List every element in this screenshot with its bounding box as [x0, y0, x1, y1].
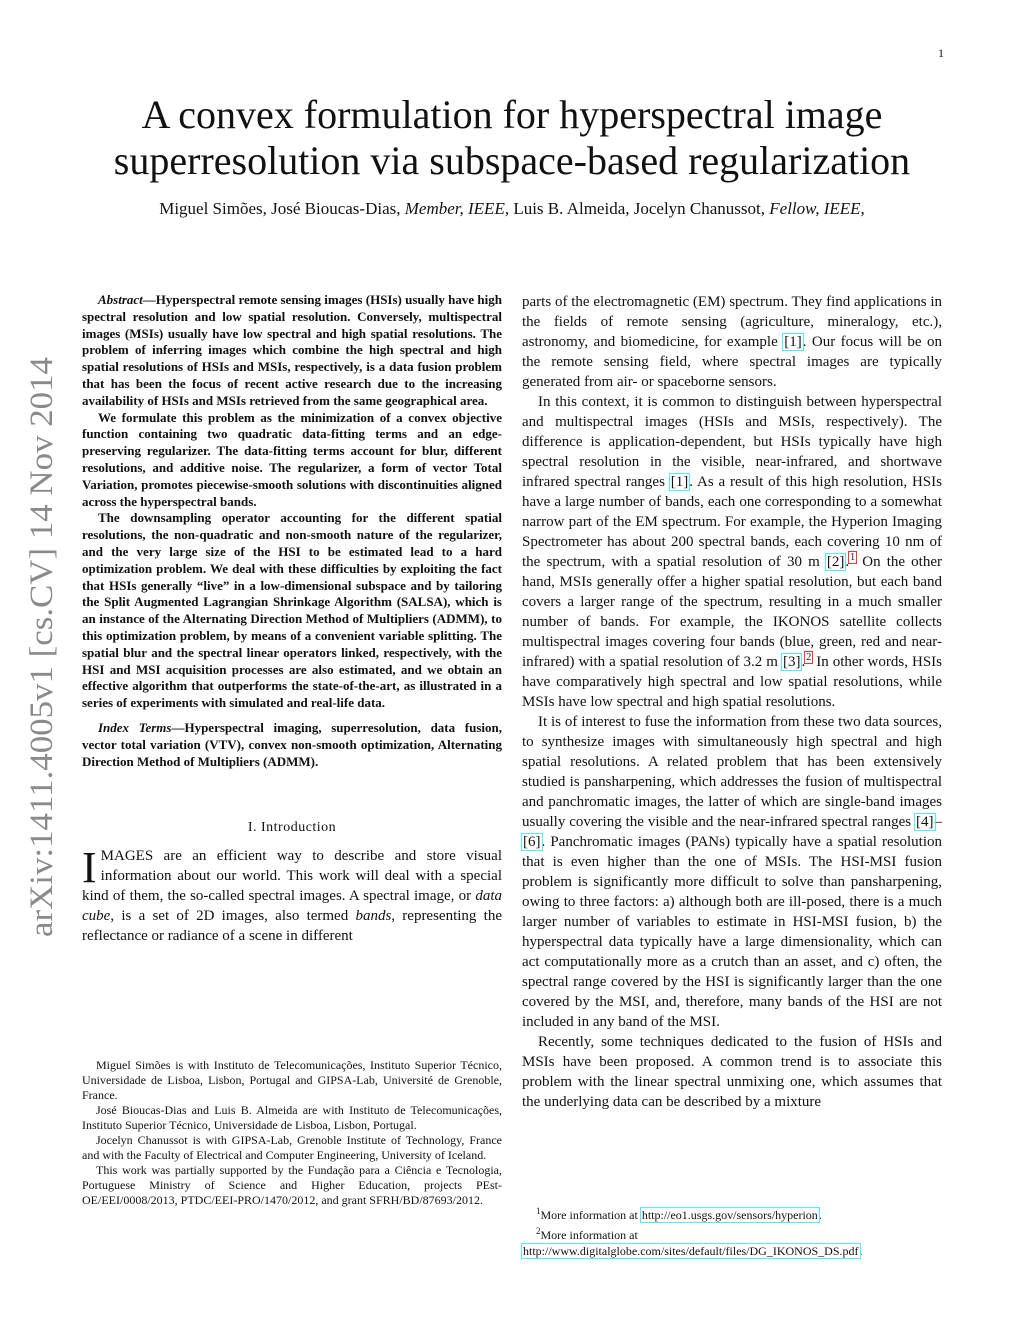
arxiv-stamp-text: arXiv:1411.4005v1 [cs.CV] 14 Nov 2014	[24, 388, 60, 937]
right-p3-b: . Panchromatic images (PANs) typically have a spatial resolution that is even higher than the one of MSIs. The HSI-MSI fusion problem is significantly more difficult to solve than pansharpening, owing to three factors: a) although both are ill-posed, there is a much larger number of variables to estimate in HSI-MSI fusion, b) the hyperspectral data typically have a large dimensionality, which can act computationally more as a crutch than an asset, and c) often, the spectral range covered by the HSI is significantly larger than the one covered by the MSI, and, therefore, many bands of the HSI are not included in any band of the MSI.	[522, 834, 942, 1030]
footnote-2-end: .	[859, 1244, 863, 1258]
footnote-simoes: Miguel Simões is with Instituto de Telecomunicações, Instituto Superior Técnico, Universidade de Lisboa, Lisbon, Portugal and GIPSA-Lab, Université de Grenoble, France.	[82, 1058, 502, 1102]
footnote-2-mark: 2	[536, 1226, 541, 1236]
right-column	[522, 292, 942, 1112]
intro-p1-b: , is a set of 2D images, also termed	[110, 908, 356, 925]
footnote-bioucas-almeida: José Bioucas-Dias and Luis B. Almeida are with Instituto de Telecomunicações, Instituto Superior Técnico, Universidade de Lisboa, Lisbon, Portugal.	[82, 1103, 502, 1132]
right-paragraph-4: Recently, some techniques dedicated to the fusion of HSIs and MSIs have been proposed. A common trend is to associate this problem with the linear spectral unmixing one, which assumes that the underlying data can be described by a mixture	[522, 1034, 942, 1110]
footnote-link[interactable]: 1	[850, 552, 856, 563]
section-heading-introduction: I. Introduction	[247, 820, 337, 836]
affiliation-footnotes	[82, 1058, 502, 1208]
right-p2-d: In other words, HSIs have comparatively high spectral and low spatial resolutions, while MSIs have low spectral and high spatial resolutions.	[522, 654, 942, 710]
paper-title	[60, 92, 964, 184]
abstract-p1-text: —Hyperspectral remote sensing images (HSIs) usually have high spectral resolution and low spatial resolution. Conversely, multispectral images (MSIs) usually have low spectral and high spatial resolutions. The problem of inferring images which combine the high spectral and high spatial resolutions of HSIs and MSIs, respectively, is a data fusion problem that has been the focus of recent active research due to the increasing availability of HSIs and MSIs retrieved from the same geographical area.	[82, 292, 502, 408]
right-p2-c: On the other hand, MSIs generally offer a higher spatial resolution, but each band covers a larger range of the spectrum, resulting in a much smaller number of bands. For example, the IKONOS satellite collects multispectral images covering four bands (blue, green, red and near-infrared) with a spatial resolution of 3.2 m	[522, 554, 942, 670]
footnote-2	[522, 1223, 942, 1259]
index-terms-label: Index Terms	[98, 719, 172, 735]
right-paragraph-2: In this context, it is common to distinguish between hyperspectral and multispectral images (HSIs and MSIs, respectively). The difference is application-dependent, but HSIs typically have high spectral resolution in the visible, near-infrared, and shortwave infrared spectral ranges [1]. As a result of this high resolution, HSIs have a large number of bands, each one corresponding to a somewhat narrow part of the EM spectrum. For example, the Hyperion Imaging Spectrometer has about 200 spectral bands, each covering 10 nm of the spectrum, with a spatial resolution of 30 m [2].$^1$ On the other hand, MSIs generally offer a higher spatial resolution, but each band covers a larger range of the spectrum, resulting in a much smaller number of bands. For example, the IKONOS satellite collects multispectral images covering four bands (blue, green, red and near-infrared) with a spatial resolution of 3.2 m [3].$^2$ In other words, HSIs have comparatively high spectral and low spatial resolutions, while MSIs have low spectral and high spatial resolutions.	[522, 394, 942, 710]
index-terms-text: —Hyperspectral imaging, superresolution, data fusion, vector total variation (VTV), convex non-smooth optimization, Alternating Direction Method of Multipliers (ADMM).	[82, 719, 502, 769]
right-p3-a: It is of interest to fuse the information from these two data sources, to synthesize images with simultaneously high spectral and high spatial resolutions. A related problem that has been extensively studied is pansharpening, which addresses the fusion of multispectral and panchromatic images, the latter of which are single-band images usually covering the visible and the near-infrared spectral ranges	[522, 714, 942, 830]
footnote-funding: This work was partially supported by the Fundação para a Ciência e Tecnologia, Portuguese Ministry of Science and Higher Education, projects PEst-OE/EEI/0008/2013, PTDC/EEI-PRO/1470/2012, and grant SFRH/BD/87693/2012.	[82, 1163, 502, 1207]
arxiv-stamp	[8, 355, 68, 940]
left-column	[82, 292, 502, 946]
term-bands: bands	[355, 908, 392, 925]
footnote-2-text: More information at	[540, 1228, 638, 1242]
footnote-1-end: .	[818, 1208, 822, 1222]
right-p2-b: . As a result of this high resolution, HSIs have a large number of bands, each one corresponding to a somewhat narrow part of the EM spectrum. For example, the Hyperion Imaging Spectrometer has about 200 spectral bands, each covering 10 nm of the spectrum, with a spatial resolution of 30 m	[522, 474, 942, 570]
term-data-cube: data cube	[82, 888, 502, 925]
authors-part-2: Luis B. Almeida, Jocelyn Chanussot,	[509, 199, 770, 218]
url-footnotes	[522, 1203, 942, 1259]
intro-p1-a: MAGES are an efficient way to describe and store visual information about our world. This work will deal with a special kind of them, the so-called spectral images. A spectral image, or	[82, 848, 502, 905]
hyperion-url-link[interactable]: http://eo1.usgs.gov/sensors/hyperion	[641, 1208, 818, 1222]
title-line-1: A convex formulation for hyperspectral image	[141, 92, 883, 137]
author-list	[60, 199, 964, 219]
author-role-member: Member, IEEE,	[404, 199, 510, 218]
intro-paragraph-1	[82, 843, 502, 946]
right-paragraph-3	[522, 712, 942, 1032]
abstract-paragraph-1	[82, 292, 502, 410]
right-p2-a: In this context, it is common to distinguish between hyperspectral and multispectral images (HSIs and MSIs, respectively). The difference is application-dependent, but HSIs typically have high spectral resolution in the visible, near-infrared, and shortwave infrared spectral ranges	[522, 394, 942, 490]
abstract-paragraph-2: We formulate this problem as the minimization of a convex objective function containing two quadratic data-fitting terms and an edge-preserving regularizer. The data-fitting terms account for blur, different resolutions, and additive noise. The regularizer, a form of vector Total Variation, promotes piecewise-smooth solutions with discontinuities aligned across the hyperspectral bands.	[82, 409, 502, 509]
abstract-label: Abstract	[98, 292, 143, 307]
citation-link[interactable]: [3]	[782, 654, 801, 670]
right-p1-b: . Our focus will be on the remote sensing field, where spectral images are typically generated from air- or spaceborne sensors.	[522, 334, 943, 390]
abstract	[82, 292, 502, 712]
footnote-1	[522, 1203, 942, 1223]
footnote-1-mark: 1	[536, 1206, 541, 1216]
right-p1-a: parts of the electromagnetic (EM) spectrum. They find applications in the fields of remote sensing (agriculture, mineralogy, etc.), astronomy, and biomedicine, for example	[522, 294, 942, 350]
range-dash: –	[934, 814, 942, 830]
author-role-fellow: Fellow, IEEE,	[769, 199, 865, 218]
citation-link[interactable]: [1]	[670, 474, 689, 490]
citation-link[interactable]: [1]	[784, 334, 802, 350]
index-terms	[82, 720, 502, 770]
intro-p1-c: , representing the reflectance or radiance of a scene in different	[82, 908, 502, 945]
footnote-chanussot: Jocelyn Chanussot is with GIPSA-Lab, Grenoble Institute of Technology, France and with the Faculty of Electrical and Computer Engineering, University of Iceland.	[82, 1133, 502, 1162]
footnote-1-text: More information at	[540, 1208, 641, 1222]
footnote-link[interactable]: 2	[806, 652, 812, 663]
abstract-paragraph-3: The downsampling operator accounting for the different spatial resolutions, the non-quadratic and non-smooth nature of the regularizer, and the very large size of the HSI to be estimated lead to a hard optimization problem. We deal with these difficulties by exploiting the fact that HSIs generally “live” in a low-dimensional subspace and by tailoring the Split Augmented Lagrangian Shrinkage Algorithm (SALSA), which is an instance of the Alternating Direction Method of Multipliers (ADMM), to this optimization problem, by means of a convenient variable splitting. The spatial blur and the spectral linear operators linked, respectively, with the HSI and MSI acquisition processes are also estimated, and we obtain an effective algorithm that outperforms the state-of-the-art, as illustrated in a series of experiments with simulated and real-life data.	[82, 510, 502, 711]
ikonos-url-link[interactable]: http://www.digitalglobe.com/sites/default/files/DG_IKONOS_DS.pdf	[523, 1244, 859, 1258]
page-number: 1	[938, 46, 944, 60]
citation-link[interactable]: [2]	[826, 554, 845, 570]
citation-link[interactable]: [4]	[916, 814, 934, 830]
dropcap: I	[82, 843, 97, 893]
citation-link[interactable]: [6]	[523, 834, 541, 850]
title-line-2: superresolution via subspace-based regularization	[113, 138, 911, 183]
authors-part-1: Miguel Simões, José Bioucas-Dias,	[159, 199, 405, 218]
right-paragraph-1	[522, 292, 942, 392]
